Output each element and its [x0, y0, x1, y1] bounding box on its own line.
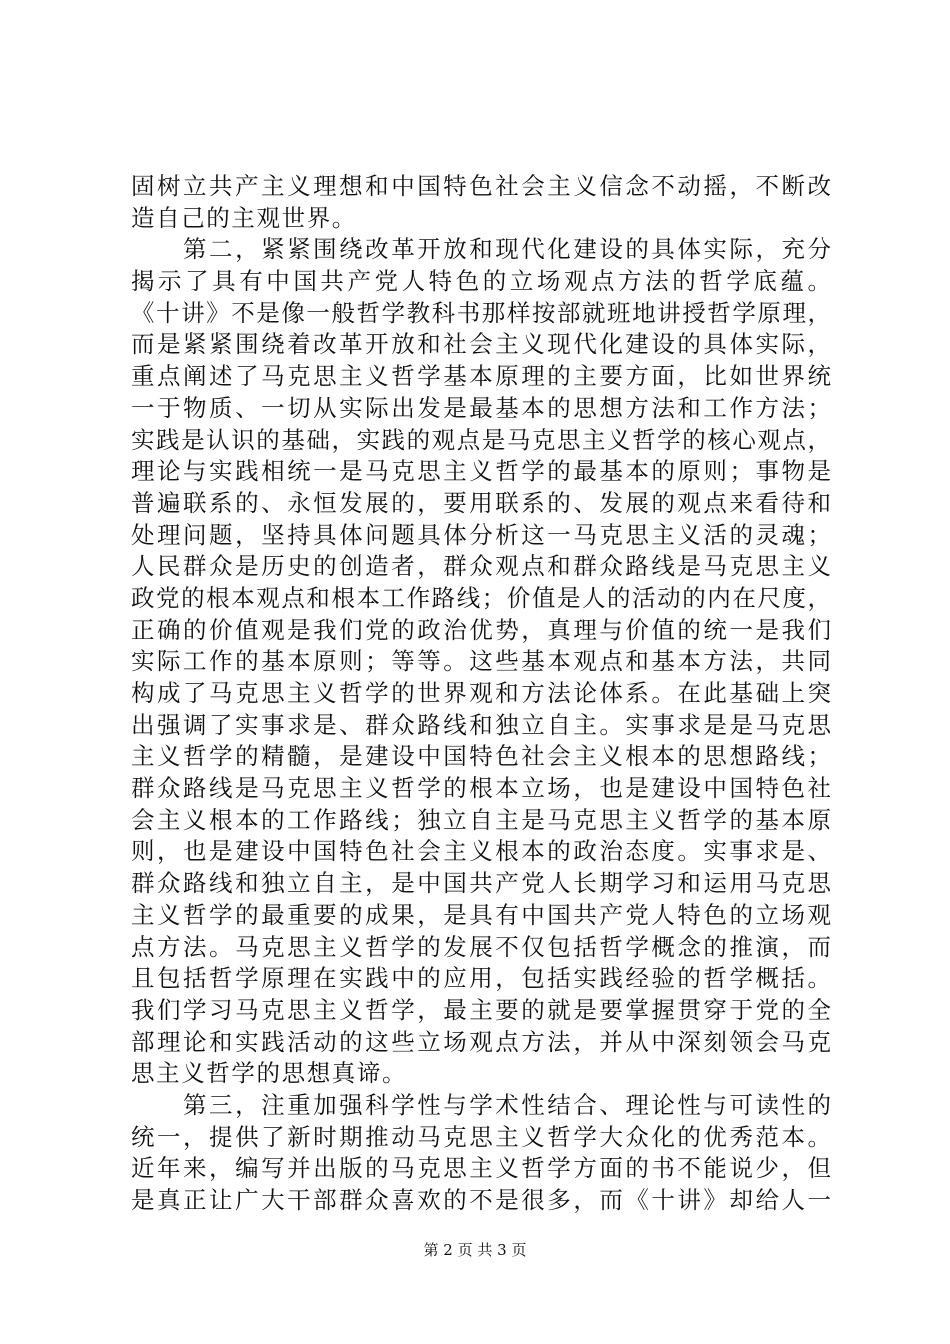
text-line: 固树立共产主义理想和中国特色社会主义信念不动摇，不断改: [131, 172, 831, 200]
text-line: 近年来，编写并出版的马克思主义哲学方面的书不能说少，但: [131, 1154, 831, 1183]
text-line: 群众路线是马克思主义哲学的根本立场，也是建设中国特色社: [131, 774, 831, 803]
text-line: 主义哲学的精髓，是建设中国特色社会主义根本的思想路线；: [131, 742, 831, 771]
body-text: [131, 171, 831, 1217]
text-line: 政党的根本观点和根本工作路线；价值是人的活动的内在尺度，: [131, 583, 831, 612]
text-line: 重点阐述了马克思主义哲学基本原理的主要方面，比如世界统: [131, 362, 831, 391]
text-line: 是真正让广大干部群众喜欢的不是很多，而《十讲》却给人一: [131, 1186, 831, 1214]
text-line: 则，也是建设中国特色社会主义根本的政治态度。实事求是、: [131, 837, 831, 866]
text-line: 实践是认识的基础，实践的观点是马克思主义哲学的核心观点，: [131, 425, 831, 454]
text-line: 揭示了具有中国共产党人特色的立场观点方法的哲学底蕴。: [131, 267, 831, 296]
text-line: 实际工作的基本原则；等等。这些基本观点和基本方法，共同: [131, 647, 831, 676]
text-line: 普遍联系的、永恒发展的，要用联系的、发展的观点来看待和: [131, 488, 831, 517]
text-line: 一于物质、一切从实际出发是最基本的思想方法和工作方法；: [131, 393, 831, 422]
text-line: 构成了马克思主义哲学的世界观和方法论体系。在此基础上突: [131, 679, 831, 707]
text-line: 群众路线和独立自主，是中国共产党人长期学习和运用马克思: [131, 869, 831, 898]
text-line: 点方法。马克思主义哲学的发展不仅包括哲学概念的推演，而: [131, 932, 831, 961]
text-line: 出强调了实事求是、群众路线和独立自主。实事求是是马克思: [131, 710, 831, 739]
text-line: 理论与实践相统一是马克思主义哲学的最基本的原则；事物是: [131, 457, 831, 486]
text-line: 会主义根本的工作路线；独立自主是马克思主义哲学的基本原: [131, 805, 831, 834]
text-line: 第三，注重加强科学性与学术性结合、理论性与可读性的: [131, 1090, 831, 1119]
text-line: 且包括哲学原理在实践中的应用，包括实践经验的哲学概括。: [131, 964, 831, 993]
text-line: 而是紧紧围绕着改革开放和社会主义现代化建设的具体实际，: [131, 330, 831, 359]
text-line: 主义哲学的最重要的成果，是具有中国共产党人特色的立场观: [131, 900, 831, 929]
text-line: 正确的价值观是我们党的政治优势，真理与价值的统一是我们: [131, 615, 831, 644]
text-line: 《十讲》不是像一般哲学教科书那样按部就班地讲授哲学原理，: [131, 298, 831, 327]
text-line: 处理问题，坚持具体问题具体分析这一马克思主义活的灵魂；: [131, 520, 831, 549]
page-number-footer: 第 2 页 共 3 页: [423, 1241, 527, 1259]
text-line: 统一，提供了新时期推动马克思主义哲学大众化的优秀范本。: [131, 1122, 831, 1151]
text-line: 部理论和实践活动的这些立场观点方法，并从中深刻领会马克: [131, 1027, 831, 1056]
text-line: 思主义哲学的思想真谛。: [131, 1059, 408, 1088]
text-line: 人民群众是历史的创造者，群众观点和群众路线是马克思主义: [131, 552, 831, 581]
text-line: 我们学习马克思主义哲学，最主要的就是要掌握贯穿于党的全: [131, 995, 831, 1024]
text-line: 第二，紧紧围绕改革开放和现代化建设的具体实际，充分: [131, 235, 831, 264]
text-line: 造自己的主观世界。: [131, 203, 357, 232]
